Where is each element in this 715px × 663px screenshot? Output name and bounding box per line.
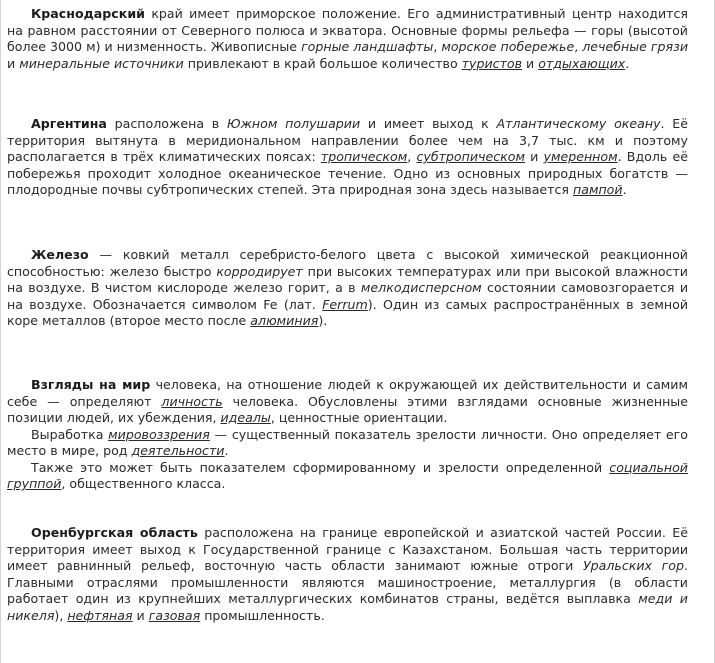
link-term: алюминия	[250, 313, 319, 328]
italic-term: минеральные источники	[19, 55, 184, 71]
text-run: Выработка	[31, 426, 109, 442]
text-run: расположена на границе европейской и азиатской частей России. Её территория имеет выход к Государственной границе с Казахстаном. Большая часть территории имеет равнинный рельеф, восточную часть области занимают южные отроги	[7, 525, 688, 573]
link-term: мировоззрения	[108, 426, 210, 442]
paragraph-orenburg	[7, 525, 688, 624]
link-term: газовая	[148, 607, 201, 623]
italic-term: меди и никеля	[7, 591, 688, 623]
text-run: — ковкий металл серебристо-белого цвета с высокой химической реакционной способностью: железо быстро	[7, 247, 688, 279]
italic-term: Атлантическому океану	[496, 116, 661, 131]
text-run: и	[7, 55, 20, 71]
text-run: состоянии самовозгорается и на воздухе. Обозначается символом Fe (лат.	[7, 280, 688, 312]
paragraph-line	[7, 116, 688, 199]
text-run: человека, на отношение людей к окружающей их действительности и самим себе — определяют	[7, 377, 688, 409]
link-term: идеалы	[220, 410, 271, 425]
bold-term: Взгляды на мир	[31, 377, 151, 392]
text-run: , общественного класса.	[61, 476, 226, 491]
bold-term: Железо	[31, 247, 89, 262]
paragraph-line	[7, 525, 688, 624]
italic-term: горные ландшафты	[301, 39, 434, 54]
paragraph-worldview	[7, 377, 688, 493]
link-term: деятельности	[131, 443, 225, 458]
text-run: .	[625, 55, 630, 71]
text-run: ).	[318, 313, 328, 328]
text-run: ,	[407, 149, 417, 164]
text-run: . Вдоль её побережья проходит холодное океаническое течение. Одно из основных природных богатств — плодородные почвы субтропических степей. Эта природная зона здесь называется	[7, 149, 688, 197]
text-run: . Главными отраслями промышленности являются машиностроение, металлургия (в области работает один из крупнейших металлургических комбинатов страны, ведётся выплавка	[7, 558, 688, 606]
text-run: расположена в	[106, 116, 227, 131]
text-run: . Её территория вытянута в меридиональном направлении более чем на 3,7 тыс. км и поэтому располагается в трёх климатических поясах:	[7, 116, 689, 164]
bold-term: Оренбургская область	[31, 525, 198, 540]
text-run: и	[132, 607, 149, 623]
link-term: личность	[161, 393, 223, 409]
link-term: умеренном	[543, 149, 618, 164]
text-run: ,	[574, 39, 583, 54]
italic-term: корродирует	[216, 263, 303, 279]
paragraph-line	[7, 460, 688, 493]
link-term: отдыхающих	[538, 55, 626, 71]
text-run: привлекают в край большое количество	[183, 55, 462, 71]
italic-term: Южном полушарии	[226, 116, 361, 131]
bold-term: Краснодарский	[31, 6, 145, 21]
link-term: нефтяная	[67, 607, 133, 623]
text-run: ),	[54, 607, 68, 623]
text-run: .	[224, 443, 229, 458]
paragraph-line	[7, 247, 688, 330]
text-run: и	[522, 55, 539, 71]
text-run: — существенный показатель зрелости личности. Оно определяет его место в мире, род	[7, 426, 688, 458]
italic-term: мелкодисперсном	[360, 280, 482, 295]
text-run: , ценностные ориентации.	[270, 410, 448, 425]
link-term: Ferrum	[322, 296, 368, 312]
paragraph-line	[7, 377, 688, 427]
italic-term: Уральских гор	[582, 558, 684, 573]
bold-term: Аргентина	[31, 116, 107, 131]
text-run: человека. Обусловлены этими взглядами основные жизненные позиции людей, их убеждения,	[7, 393, 688, 425]
link-term: тропическом	[320, 149, 408, 164]
link-term: пампой	[573, 182, 623, 197]
text-run: при высоких температурах или при высокой влажности на воздухе. В чистом кислороде железо горит, а в	[7, 263, 688, 295]
text-run: и имеет выход к	[360, 116, 497, 131]
paragraph-krasnodar	[7, 6, 688, 72]
link-term: туристов	[461, 55, 523, 71]
text-run: .	[622, 182, 627, 197]
paragraph-line	[7, 427, 688, 460]
paragraph-line	[7, 6, 688, 72]
text-run: промышленность.	[200, 607, 325, 623]
text-run: ,	[433, 39, 442, 54]
paragraph-iron	[7, 247, 688, 330]
text-run: Также это может быть показателем сформированному и зрелости определенной	[31, 459, 610, 475]
text-run: и	[524, 149, 544, 164]
link-term: субтропическом	[416, 149, 525, 164]
paragraph-argentina	[7, 116, 688, 199]
italic-term: лечебные грязи	[582, 39, 688, 54]
text-run: ). Один из самых распространённых в земной коре металлов (второе место после	[7, 296, 688, 328]
text-run: край имеет приморское положение. Его административный центр находится на равном расстоянии от Северного полюса и экватора. Основные формы рельефа — горы (высотой более 3000 м) и низменность. Живописные	[7, 6, 688, 54]
link-term: социальной группой	[7, 459, 688, 491]
italic-term: морское побережье	[441, 39, 575, 54]
